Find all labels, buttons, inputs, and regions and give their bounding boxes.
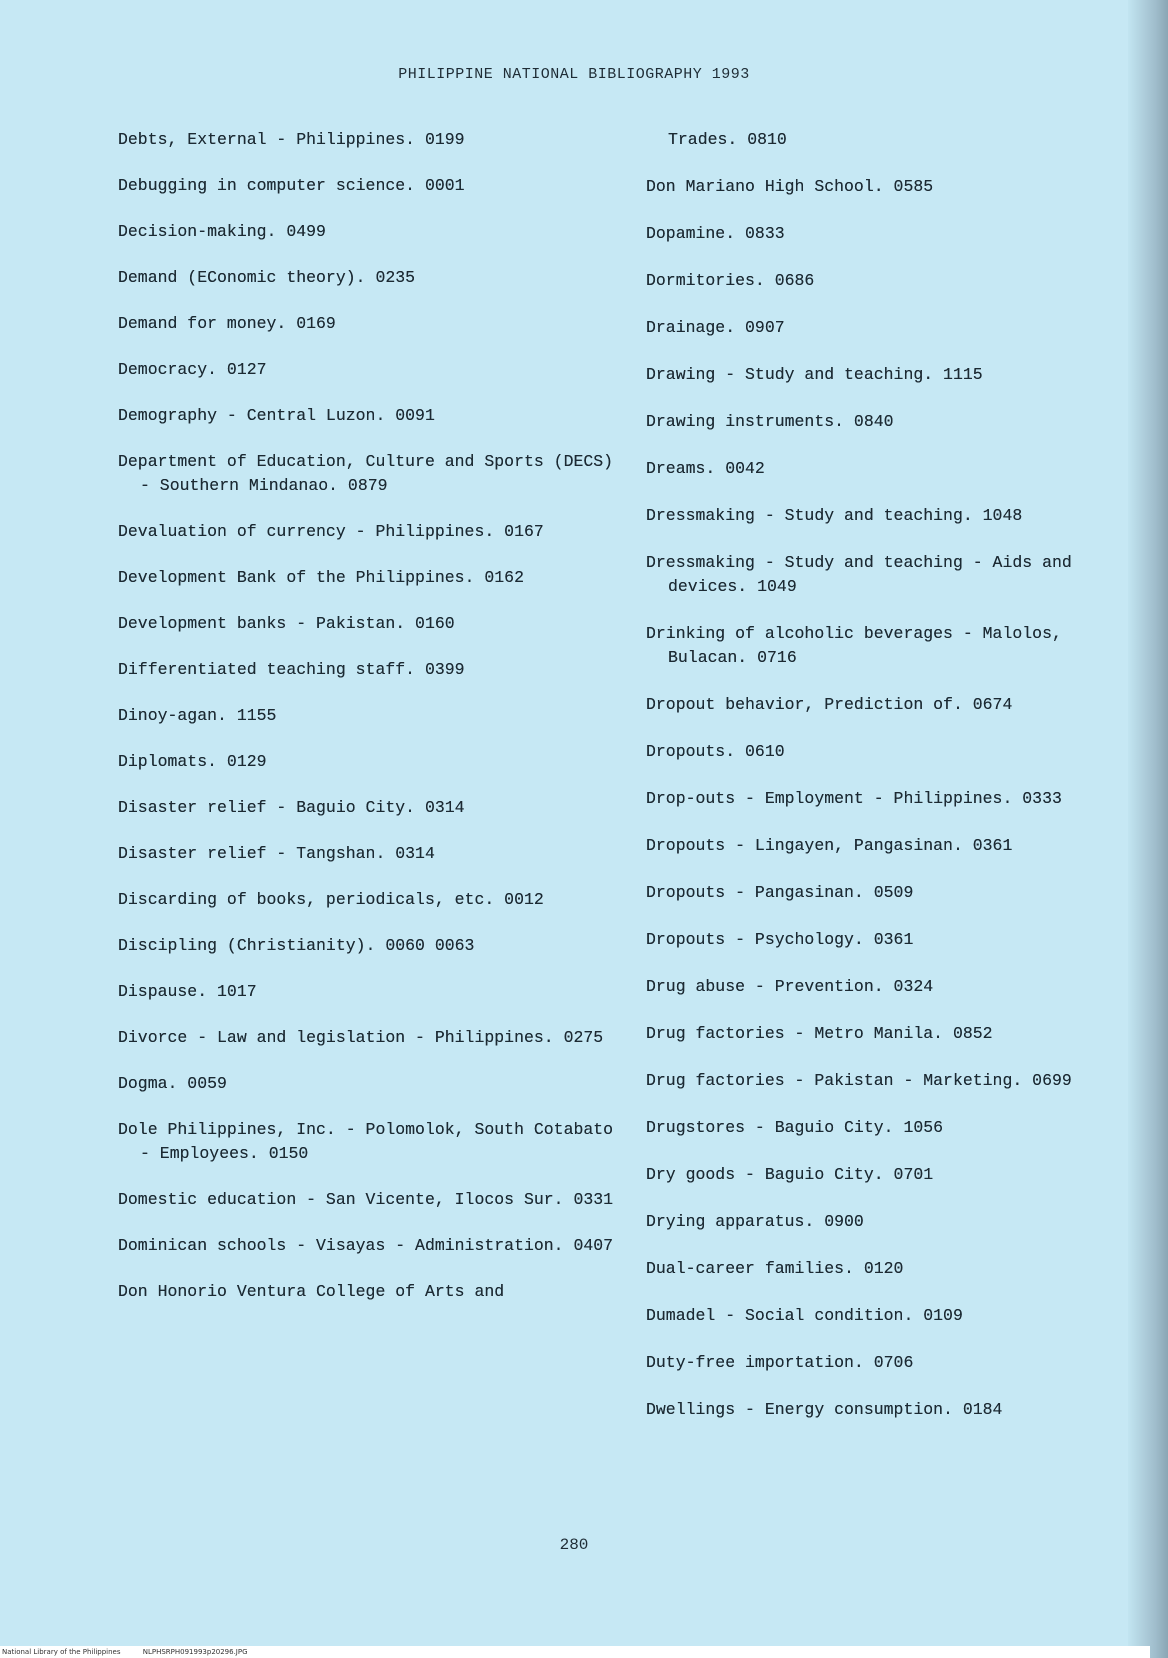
index-entry: Discipling (Christianity). 0060 0063 (118, 936, 475, 955)
index-entry: Dinoy-agan. 1155 (118, 706, 277, 725)
index-entry: Dole Philippines, Inc. - Polomolok, South Cotabato - Employees. 0150 (118, 1120, 614, 1163)
index-entry: Dogma. 0059 (118, 1074, 227, 1093)
index-entry: Democracy. 0127 (118, 360, 267, 379)
index-entry: Drop-outs - Employment - Philippines. 0333 (646, 789, 1062, 808)
right-column (646, 128, 1126, 1445)
index-entry: Disaster relief - Baguio City. 0314 (118, 798, 465, 817)
scan-footer (0, 1646, 1150, 1658)
index-entry: Dormitories. 0686 (646, 271, 815, 290)
index-entry: Disaster relief - Tangshan. 0314 (118, 844, 435, 863)
index-entry: Dwellings - Energy consumption. 0184 (646, 1400, 1003, 1419)
footer-institution: National Library of the Philippines (2, 1648, 121, 1656)
index-entry: Dumadel - Social condition. 0109 (646, 1306, 963, 1325)
index-entry: Duty-free importation. 0706 (646, 1353, 914, 1372)
index-entry: Drug abuse - Prevention. 0324 (646, 977, 934, 996)
index-entry: Drawing instruments. 0840 (646, 412, 894, 431)
index-entry: Don Honorio Ventura College of Arts and (118, 1282, 505, 1301)
index-entry: Divorce - Law and legislation - Philippines. 0275 (118, 1028, 604, 1047)
index-entry: Differentiated teaching staff. 0399 (118, 660, 465, 679)
page-edge-shadow (1128, 0, 1168, 1658)
index-entry: Dual-career families. 0120 (646, 1259, 904, 1278)
index-entry: Debts, External - Philippines. 0199 (118, 130, 465, 149)
index-entry: Drinking of alcoholic beverages - Malolos, Bulacan. 0716 (646, 624, 1062, 667)
index-entry: Devaluation of currency - Philippines. 0167 (118, 522, 544, 541)
index-entry: Drying apparatus. 0900 (646, 1212, 864, 1231)
page-number: 280 (559, 1536, 589, 1554)
index-entry: Department of Education, Culture and Sports (DECS) - Southern Mindanao. 0879 (118, 452, 614, 495)
index-entry: Drainage. 0907 (646, 318, 785, 337)
index-entry: Debugging in computer science. 0001 (118, 176, 465, 195)
footer-file-id: NLPHSRPH091993p20296.JPG (142, 1648, 248, 1656)
page-title: PHILIPPINE NATIONAL BIBLIOGRAPHY 1993 (398, 66, 750, 83)
index-entry: Dressmaking - Study and teaching - Aids and devices. 1049 (646, 553, 1072, 596)
left-column (118, 128, 618, 1326)
index-entry: Development banks - Pakistan. 0160 (118, 614, 455, 633)
index-entry: Dropouts - Lingayen, Pangasinan. 0361 (646, 836, 1013, 855)
index-entry: Drugstores - Baguio City. 1056 (646, 1118, 944, 1137)
index-entry: Demography - Central Luzon. 0091 (118, 406, 435, 425)
index-entry: Drawing - Study and teaching. 1115 (646, 365, 983, 384)
index-entry: Decision-making. 0499 (118, 222, 326, 241)
index-entry: Dropouts. 0610 (646, 742, 785, 761)
index-entry: Dropouts - Pangasinan. 0509 (646, 883, 914, 902)
index-entry: Dropout behavior, Prediction of. 0674 (646, 695, 1013, 714)
index-entry: Dropouts - Psychology. 0361 (646, 930, 914, 949)
index-entry: Dressmaking - Study and teaching. 1048 (646, 506, 1023, 525)
index-entry: Dominican schools - Visayas - Administration. 0407 (118, 1236, 614, 1255)
index-entry: Domestic education - San Vicente, Ilocos Sur. 0331 (118, 1190, 614, 1209)
index-entry: Demand (EConomic theory). 0235 (118, 268, 416, 287)
index-entry: Development Bank of the Philippines. 0162 (118, 568, 524, 587)
index-entry: Trades. 0810 (668, 130, 787, 149)
index-entry: Dreams. 0042 (646, 459, 765, 478)
index-entry: Dispause. 1017 (118, 982, 257, 1001)
index-entry: Dopamine. 0833 (646, 224, 785, 243)
index-entry: Drug factories - Metro Manila. 0852 (646, 1024, 993, 1043)
index-entry: Diplomats. 0129 (118, 752, 267, 771)
index-entry: Dry goods - Baguio City. 0701 (646, 1165, 934, 1184)
index-entry: Demand for money. 0169 (118, 314, 336, 333)
index-entry: Drug factories - Pakistan - Marketing. 0699 (646, 1071, 1072, 1090)
index-entry: Don Mariano High School. 0585 (646, 177, 934, 196)
index-entry: Discarding of books, periodicals, etc. 0012 (118, 890, 544, 909)
